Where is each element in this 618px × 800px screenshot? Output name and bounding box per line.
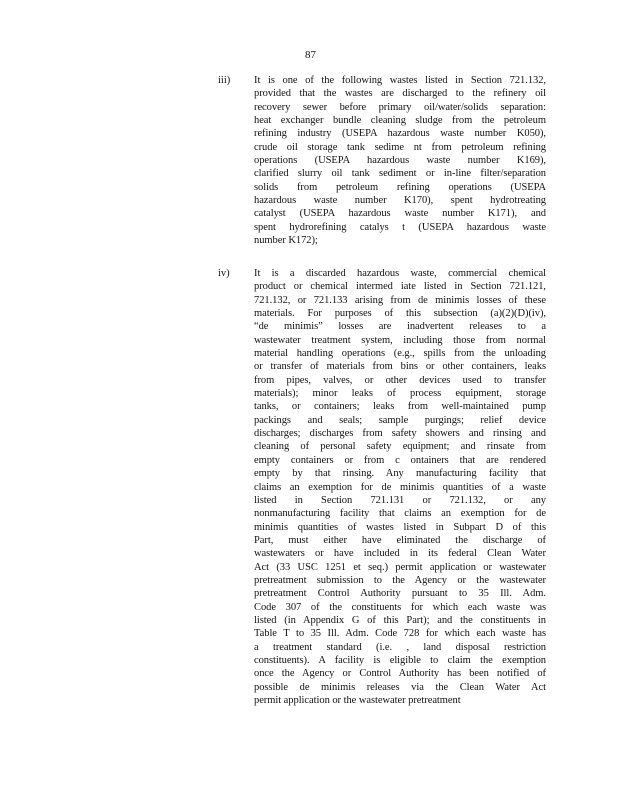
text-line: number K172); [254, 235, 318, 247]
text-line: from pipes, valves, or other devices used to transfer [254, 374, 546, 386]
text-line: constituents). A facility is eligible to claim the exemption [254, 654, 546, 666]
paragraph-iii [254, 74, 546, 247]
text-line: Part, must either have eliminated the discharge of [254, 534, 546, 546]
text-line: crude oil storage tank sedime nt from petroleum refining [254, 141, 546, 153]
text-line: pretreatment Control Authority pursuant to 35 Ill. Adm. [254, 588, 546, 600]
text-line: a treatment standard (i.e. , land disposal restriction [254, 641, 546, 653]
paragraph-iv [254, 267, 546, 707]
text-line: empty by that rinsing. Any manufacturing facility that [254, 468, 546, 480]
text-line: Act (33 USC 1251 et seq.) permit application or wastewater [254, 561, 546, 573]
text-line: wastewater treatment system, including those from normal [254, 334, 546, 346]
text-line: cleaning of personal safety equipment; and rinsate from [254, 441, 546, 453]
list-item-label: iii) [218, 75, 231, 86]
text-line: refining industry (USEPA hazardous waste number K050), [254, 128, 546, 140]
text-line: listed in Section 721.131 or 721.132, or any [254, 494, 546, 506]
text-line: minimis quantities of wastes listed in Subpart D of this [254, 521, 546, 533]
text-line: hazardous waste number K170), spent hydrotreating [254, 195, 546, 207]
text-line: packings and seals; sample purgings; relief device [254, 414, 546, 426]
text-line: listed (in Appendix G of this Part); and the constituents in [254, 614, 546, 626]
text-line: materials); minor leaks of process equipment, storage [254, 388, 546, 400]
text-line: provided that the wastes are discharged to the refinery oil [254, 88, 546, 100]
text-line: or transfer of materials from bins or other containers, leaks [254, 361, 546, 373]
text-line: solids from petroleum refining operations (USEPA [254, 181, 546, 193]
text-line: empty containers or from c ontainers that are rendered [254, 454, 546, 466]
text-line: “de minimis” losses are inadvertent releases to a [254, 321, 546, 333]
text-line: clarified slurry oil tank sediment or in-line filter/separation [254, 168, 546, 180]
text-line: 721.132, or 721.133 arising from de minimis losses of these [254, 294, 546, 306]
text-line: material handling operations (e.g., spills from the unloading [254, 348, 546, 360]
list-item-label: iv) [218, 268, 230, 279]
text-line: possible de minimis releases via the Clean Water Act [254, 681, 546, 693]
text-line: It is a discarded hazardous waste, commercial chemical [254, 268, 546, 279]
text-line: It is one of the following wastes listed in Section 721.132, [254, 75, 546, 86]
text-line: wastewaters or have included in its federal Clean Water [254, 548, 546, 560]
text-line: claims an exemption for de minimis quantities of a waste [254, 481, 546, 493]
text-line: product or chemical intermed iate listed in Section 721.121, [254, 281, 546, 293]
text-line: pretreatment submission to the Agency or the wastewater [254, 574, 546, 586]
text-line: discharges; discharges from safety showers and rinsing and [254, 428, 546, 440]
text-line: operations (USEPA hazardous waste number K169), [254, 155, 546, 167]
text-line: catalyst (USEPA hazardous waste number K171), and [254, 208, 546, 220]
text-line: Code 307 of the constituents for which each waste was [254, 601, 546, 613]
text-line: Table T to 35 Ill. Adm. Code 728 for which each waste has [254, 628, 546, 640]
text-line: once the Agency or Control Authority has been notified of [254, 668, 546, 680]
page-number: 87 [305, 49, 316, 61]
text-line: materials. For purposes of this subsection (a)(2)(D)(iv), [254, 308, 546, 320]
text-line: nonmanufacturing facility that claims an exemption for de [254, 508, 546, 520]
text-line: spent hydrorefining catalys t (USEPA hazardous waste [254, 221, 546, 233]
text-line: permit application or the wastewater pretreatment [254, 695, 461, 706]
text-line: tanks, or containers; leaks from well-maintained pump [254, 401, 546, 413]
text-line: recovery sewer before primary oil/water/solids separation: [254, 101, 546, 113]
text-line: heat exchanger bundle cleaning sludge from the petroleum [254, 115, 546, 127]
